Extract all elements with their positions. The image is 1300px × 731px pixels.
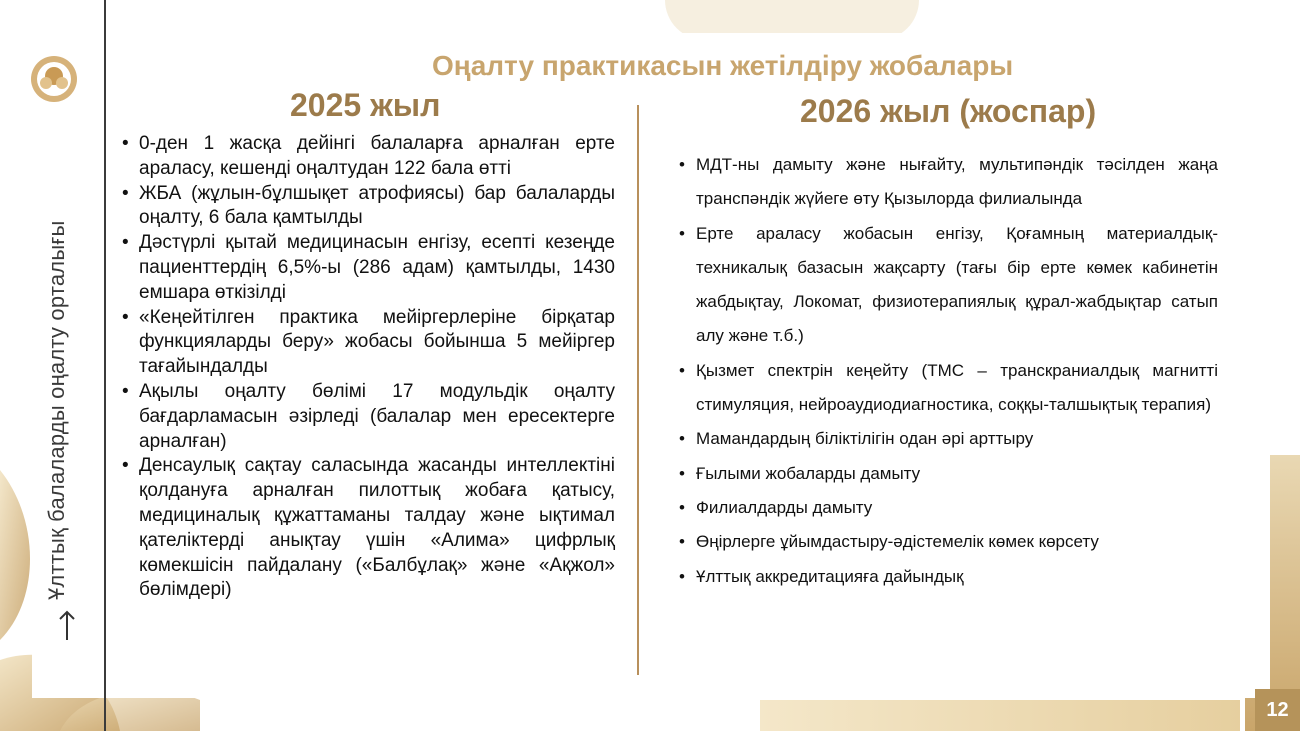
- list-item-text: Денсаулық сақтау саласында жасанды интеллектіні қолдануға арналған пилоттық жобаға қатысу, медициналық құжаттаманы талдау және ықтимал қателіктерді анықтау үшін «Алима» цифрлық көмекшісін пайдалану («Балбұлақ» және «Ақжол» бөлімдері): [139, 455, 615, 601]
- list-item-text: МДТ-ны дамыту және нығайту, мультипәндік тәсілден жаңа транспәндік жүйеге өту Қызылорда филиалында: [696, 155, 1218, 209]
- bullet-icon: •: [679, 463, 685, 483]
- list-item: [679, 422, 1218, 456]
- bullet-icon: •: [679, 360, 685, 380]
- list-item-text: Ғылыми жобаларды дамыту: [696, 463, 921, 483]
- list-item-text: 0-ден 1 жасқа дейінгі балаларға арналған ерте араласу, кешенді оңалтудан 122 бала өтті: [139, 133, 615, 179]
- list-item: [679, 148, 1218, 217]
- sidebar-divider-line: [104, 0, 106, 731]
- bullet-icon: •: [679, 497, 685, 517]
- ornament-logo-icon: [28, 53, 80, 105]
- bullet-icon: •: [679, 223, 685, 243]
- list-item: [122, 306, 615, 380]
- list-item-text: «Кеңейтілген практика мейіргерлеріне бірқатар функцияларды беру» жобасы бойынша 5 мейіргер тағайындалды: [139, 306, 615, 378]
- bullet-icon: •: [679, 155, 685, 174]
- list-item-text: Ерте араласу жобасын енгізу, Қоғамның материалдық-техникалық базасын жақсарту (тағы бір ерте көмек кабинетін жабдықтау, Локомат, физиотерапиялық құрал-жабдықтар сатып алу және т.б.): [696, 223, 1218, 346]
- list-item: [122, 380, 615, 454]
- list-item-text: Қызмет спектрін кеңейту (ТМС – транскраниалдық магнитті стимуляция, нейроаудиодиагностика, соққы-талшықтық терапия): [696, 360, 1218, 415]
- bullet-icon: •: [122, 306, 129, 328]
- bullet-icon: •: [679, 429, 685, 449]
- list-item-text: Ұлттық аккредитацияға дайындық: [696, 566, 964, 586]
- list-item-text: Дәстүрлі қытай медицинасын енгізу, есепті кезеңде пациенттердің 6,5%-ы (286 адам) қамтылды, 1430 емшара өткізілді: [139, 232, 615, 303]
- list-item: [679, 457, 1218, 491]
- arrow-up-icon: [57, 608, 77, 642]
- page-number-badge: 12: [1255, 689, 1300, 731]
- bottom-gold-band: [760, 700, 1240, 731]
- list-item: [122, 231, 615, 305]
- bullet-icon: •: [679, 566, 685, 586]
- vertical-organization-title: Ұлттық балаларды оңалту орталығы: [44, 220, 69, 600]
- bullet-icon: •: [679, 532, 685, 552]
- bullet-icon: •: [122, 182, 129, 204]
- list-item: [122, 132, 615, 182]
- list-item: [679, 354, 1218, 423]
- right-bullet-list: [679, 148, 1218, 594]
- slide-title: Оңалту практикасын жетілдіру жобалары: [432, 50, 1014, 81]
- list-item: [679, 491, 1218, 525]
- list-item-text: Өңірлерге ұйымдастыру-әдістемелік көмек көрсету: [696, 532, 1099, 552]
- list-item: [679, 217, 1218, 354]
- left-column-heading: 2025 жыл: [290, 87, 441, 123]
- bullet-icon: •: [122, 133, 129, 154]
- column-divider: [637, 105, 639, 675]
- list-item: [122, 182, 615, 232]
- list-item: [679, 560, 1218, 594]
- bullet-icon: •: [122, 232, 129, 254]
- list-item-text: Филиалдарды дамыту: [696, 497, 873, 517]
- list-item-text: Мамандардың біліктілігін одан әрі арттыру: [696, 429, 1034, 449]
- list-item-text: ЖБА (жұлын-бұлшықет атрофиясы) бар балаларды оңалту, 6 бала қамтылды: [139, 182, 615, 229]
- right-column-heading: 2026 жыл (жоспар): [800, 93, 1097, 129]
- list-item: [679, 525, 1218, 559]
- bullet-icon: •: [122, 455, 129, 477]
- list-item: [122, 454, 615, 603]
- list-item-text: Ақылы оңалту бөлімі 17 модульдік оңалту бағдарламасын әзірледі (балалар мен ересектерге арналған): [139, 380, 615, 452]
- bullet-icon: •: [122, 380, 129, 402]
- left-bullet-list: [122, 132, 615, 603]
